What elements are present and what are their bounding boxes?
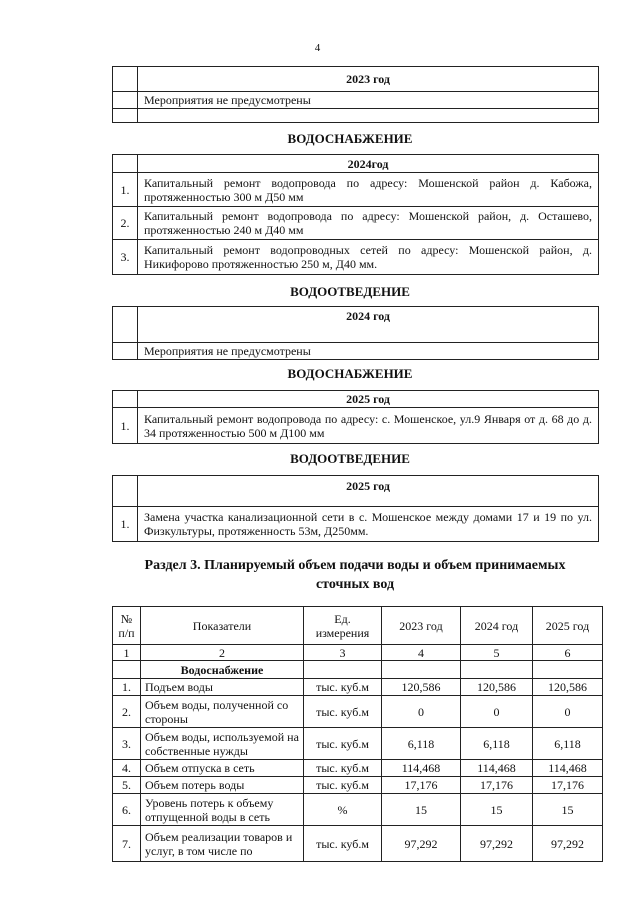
row-number: 3. xyxy=(113,240,138,275)
table-row: 6. Уровень потерь к объему отпущенной воды в сеть % 15 15 15 xyxy=(113,794,603,826)
group-row xyxy=(113,661,603,679)
measure-text: Мероприятия не предусмотрены xyxy=(138,92,599,109)
water-2024-table xyxy=(112,154,599,275)
heading-water-supply: ВОДОСНАБЖЕНИЕ xyxy=(287,131,413,146)
heading-sewerage: ВОДООТВЕДЕНИЕ xyxy=(290,284,410,299)
row-number: 1. xyxy=(113,408,138,444)
col-header-2024: 2024 год xyxy=(461,607,533,645)
row-number: 2. xyxy=(113,207,138,240)
measure-text: Капитальный ремонт водопроводных сетей по адресу: Мошенской район, д. Никифорово протяженностью 250 м, Д40 мм. xyxy=(138,240,599,275)
group-label: Водоснабжение xyxy=(141,661,304,679)
col-header-unit: Ед. измерения xyxy=(304,607,382,645)
indicators-table xyxy=(112,606,603,862)
sewer-2025-table xyxy=(112,475,599,542)
row-number: 1. xyxy=(113,173,138,207)
col-header-2025: 2025 год xyxy=(533,607,603,645)
column-numbers-row: 1 2 3 4 5 6 xyxy=(113,645,603,661)
table-row: 5. Объем потерь воды тыс. куб.м 17,176 17,176 17,176 xyxy=(113,777,603,794)
year-header: 2025 год xyxy=(138,391,599,408)
table-row: 3. Объем воды, используемой на собственные нужды тыс. куб.м 6,118 6,118 6,118 xyxy=(113,728,603,760)
measure-text: Мероприятия не предусмотрены xyxy=(138,343,599,360)
year-header: 2024 год xyxy=(138,307,599,343)
col-header-indicator: Показатели xyxy=(141,607,304,645)
year-header: 2024год xyxy=(138,155,599,173)
year-header: 2025 год xyxy=(138,476,599,507)
table-row: 4. Объем отпуска в сеть тыс. куб.м 114,468 114,468 114,468 xyxy=(113,760,603,777)
sewer-2024-table xyxy=(112,306,599,360)
heading-water-supply: ВОДОСНАБЖЕНИЕ xyxy=(287,366,413,381)
measures-2023-table xyxy=(112,66,599,123)
row-number: 1. xyxy=(113,507,138,542)
year-header: 2023 год xyxy=(138,67,599,92)
measure-text: Капитальный ремонт водопровода по адресу: Мошенской район, д. Осташево, протяженностью 240 м Д40 мм xyxy=(138,207,599,240)
table-row: 7. Объем реализации товаров и услуг, в том числе по тыс. куб.м 97,292 97,292 97,292 xyxy=(113,826,603,862)
col-header-num: № п/п xyxy=(113,607,141,645)
heading-sewerage: ВОДООТВЕДЕНИЕ xyxy=(290,451,410,466)
water-2025-table xyxy=(112,390,599,444)
table-row: 2. Объем воды, полученной со стороны тыс. куб.м 0 0 0 xyxy=(113,696,603,728)
page-number: 4 xyxy=(314,42,321,54)
section-3-title: Раздел 3. Планируемый объем подачи воды и объем принимаемых сточных вод xyxy=(144,558,566,592)
table-row: 1. Подъем воды тыс. куб.м 120,586 120,586 120,586 xyxy=(113,679,603,696)
measure-text: Капитальный ремонт водопровода по адресу: Мошенской район д. Кабожа, протяженностью 300 м Д50 мм xyxy=(138,173,599,207)
header-row xyxy=(113,607,603,645)
measure-text: Капитальный ремонт водопровода по адресу: с. Мошенское, ул.9 Января от д. 68 до д. 34 протяженностью 500 м Д100 мм xyxy=(138,408,599,444)
measure-text: Замена участка канализационной сети в с. Мошенское между домами 17 и 19 по ул. Физкультуры, протяженность 53м, Д250мм. xyxy=(138,507,599,542)
col-header-2023: 2023 год xyxy=(382,607,461,645)
